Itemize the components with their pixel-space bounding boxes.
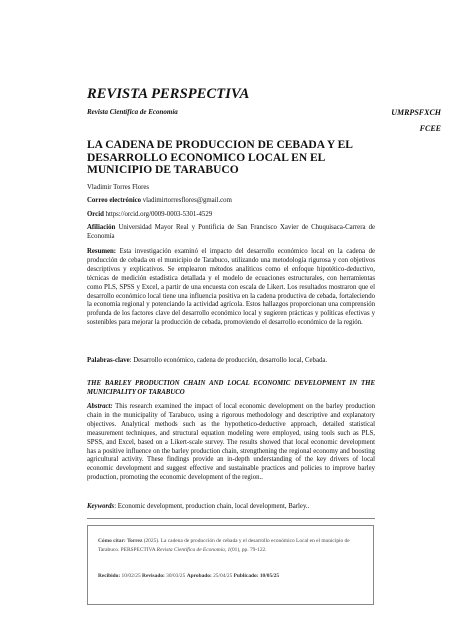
divider [87, 518, 375, 519]
recibido-label: Recibido: [98, 573, 121, 579]
email-value[interactable]: vladimirtorresflores@gmail.com [142, 197, 232, 204]
journal-title: REVISTA PERSPECTIVA [87, 86, 250, 102]
citation-body: (2025). La cadena de producción de cebada y el desarrollo económico Local en el municipio de Tarabuco. PERSPECTIVA [98, 538, 350, 553]
english-title: THE BARLEY PRODUCTION CHAIN AND LOCAL ECONOMIC DEVELOPMENT IN THE MUNICIPALITY OF TARABUCO [87, 380, 375, 396]
resumen-paragraph [87, 248, 375, 328]
citation-author: Torrez [127, 538, 143, 544]
email-line [87, 197, 375, 206]
citation-pages: (01), pp. 79-122. [230, 546, 267, 553]
citation-label: Cómo citar: [98, 538, 126, 544]
keywords [87, 503, 375, 512]
orcid-link[interactable]: https://orcid.org/0009-0003-5301-4529 [105, 211, 213, 218]
faculty-code: FCEE [419, 124, 441, 133]
author-name: Vladimir Torres Flores [87, 184, 150, 191]
palabras-text: : Desarrollo económico, cadena de producción, desarrollo local, Cebada. [129, 357, 328, 364]
university-code: UMRPSFXCH [391, 108, 441, 117]
resumen-label: Resumen: [87, 248, 117, 255]
affiliation-text: Universidad Mayor Real y Pontificia de San Francisco Xavier de Chuquisaca-Carrera de Economía [87, 224, 375, 240]
publicado-label: Publicado: [233, 573, 259, 579]
abstract-paragraph [87, 403, 375, 483]
recibido-date: 10/02/25 [120, 573, 143, 579]
palabras-label: Palabras-clave [87, 357, 130, 364]
citation-journal: Revista Científica de Economía, 1 [156, 546, 231, 553]
abstract-label: Abstract: [87, 403, 113, 410]
affiliation-label: Afiliación [87, 224, 116, 231]
revisado-date: 30/03/25 [164, 573, 187, 579]
aprobado-date: 25/04/25 [211, 573, 234, 579]
publicado-date: 10/05/25 [258, 573, 280, 579]
email-label: Correo electrónico [87, 197, 142, 204]
citation-text [98, 537, 366, 554]
keywords-label: Keywords [87, 503, 115, 510]
article-title: LA CADENA DE PRODUCCION DE CEBADA Y EL DESARROLLO ECONOMICO LOCAL EN EL MUNICIPIO DE TARABUCO [87, 139, 353, 176]
revisado-label: Revisado: [142, 573, 165, 579]
abstract-text: This research examined the impact of local economic development on the barley production chain in the municipality of Tarabuco, using a rigorous methodology and descriptive and explanatory objectives. Analytical methods such as the hypothetico-deductive approach, detailed statistical measurement techniques, and structural equation modeling were employed, using tools such as PLS, SPSS, and Excel, based on a Likert-scale survey. The results showed that local economic development has a positive influence on the barley production chain, strengthening the regional economy and boosting agricultural activity. These findings provide an in-depth understanding of the key drivers of local economic development and suggest effective and sustainable practices and policies to improve barley production, promoting the economic development of the region.. [87, 403, 376, 482]
journal-subtitle: Revista Científica de Economía [87, 108, 178, 116]
publication-dates [98, 573, 366, 579]
citation-box [87, 525, 374, 605]
keywords-text: : Economic development, production chain, local development, Barley.. [114, 503, 310, 510]
orcid-line [87, 211, 375, 220]
orcid-label: Orcid [87, 211, 104, 218]
resumen-text: Esta investigación examinó el impacto del desarrollo económico local en la cadena de producción de cebada en el municipio de Tarabuco, utilizando una metodología rigurosa y con objetivos descriptivos y explicativos. Se emplearon métodos analíticos como el enfoque hipotético-deductivo, técnicas de medición estadística detallada y el modelo de ecuaciones estructurales, con herramientas como PLS, SPSS y Excel, a partir de una encuesta con escala de Likert. Los resultados mostraron que el desarrollo económico local tiene una influencia positiva en la cadena productiva de cebada, fortaleciendo la economía regional y potenciando la actividad agrícola. Estos hallazgos proporcionan una comprensión profunda de los factores clave del desarrollo económico local y sugieren prácticas y políticas efectivas y sostenibles para mejorar la producción de cebada, promoviendo el desarrollo económico de la región. [87, 248, 375, 327]
affiliation [87, 224, 375, 242]
palabras-clave [87, 357, 375, 366]
aprobado-label: Aprobado: [186, 573, 212, 579]
